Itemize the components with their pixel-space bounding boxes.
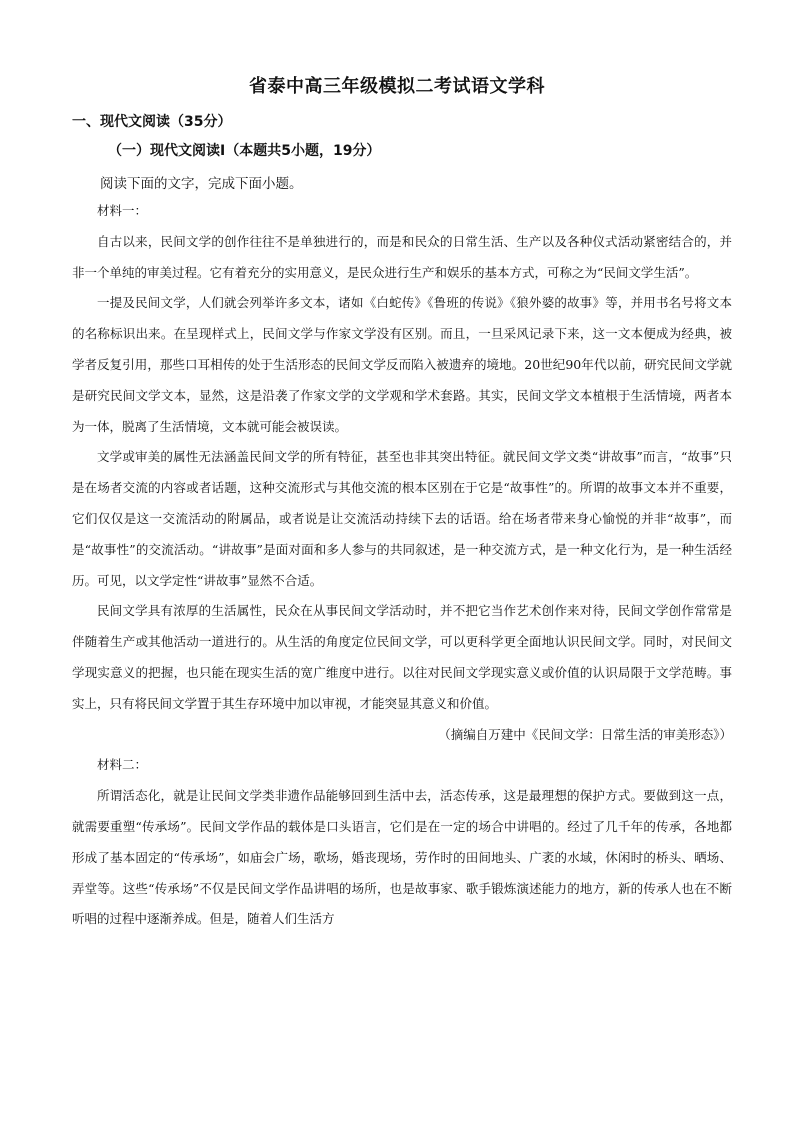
material-one-paragraph: 一提及民间文学，人们就会列举许多文本，诸如《白蛇传》《鲁班的传说》《狼外婆的故事》等，并用书名号将文本的名称标识出来。在呈现样式上，民间文学与作家文学没有区别。而且，一旦采风记录下来，这一文本便成为经典，被学者反复引用，那些口耳相传的处于生活形态的民间文学反而陷入被遗弃的境地。20世纪90年代以前，研究民间文学就是研究民间文学文本，显然，这是沿袭了作家文学的文学观和学术套路。其实，民间文学文本植根于生活情境，两者本为一体，脱离了生活情境，文本就可能会被误读。	[72, 295, 732, 434]
material-one-paragraph: 自古以来，民间文学的创作往往不是单独进行的，而是和民众的日常生活、生产以及各种仪式活动紧密结合的，并非一个单纯的审美过程。它有着充分的实用意义，是民众进行生产和娱乐的基本方式，可称之为“民间文学生活”。	[72, 233, 732, 280]
reading-passage	[72, 196, 732, 935]
material-one-source: （摘编自万建中《民间文学：日常生活的审美形态》）	[438, 726, 732, 742]
section-heading: 一、现代文阅读（35分）	[72, 114, 232, 130]
reading-instruction: 阅读下面的文字，完成下面小题。	[100, 176, 303, 192]
sub-section-heading: （一）现代文阅读Ⅰ（本题共5小题，19分）	[108, 143, 381, 159]
material-two-label: 材料二：	[97, 757, 148, 773]
material-one-label: 材料一：	[97, 203, 148, 218]
document-title: 省泰中高三年级模拟二考试语文学科	[249, 76, 545, 97]
material-one-paragraph: 民间文学具有浓厚的生活属性，民众在从事民间文学活动时，并不把它当作艺术创作来对待，民间文学创作常常是伴随着生产或其他活动一道进行的。从生活的角度定位民间文学，可以更科学更全面地认识民间文学。同时，对民间文学现实意义的把握，也只能在现实生活的宽广维度中进行。以往对民间文学现实意义或价值的认识局限于文学范畴。事实上，只有将民间文学置于其生存环境中加以审视，才能突显其意义和价值。	[72, 603, 732, 711]
material-two-paragraph: 所谓活态化，就是让民间文学类非遗作品能够回到生活中去，活态传承，这是最理想的保护方式。要做到这一点，就需要重塑“传承场”。民间文学作品的载体是口头语言，它们是在一定的场合中讲唱的。经过了几千年的传承，各地都形成了基本固定的“传承场”，如庙会广场，歌场，婚丧现场，劳作时的田间地头、广袤的水域，休闲时的桥头、晒场、弄堂等。这些“传承场”不仅是民间文学作品讲唱的场所，也是故事家、歌手锻炼演述能力的地方，新的传承人也在不断听唱的过程中逐渐养成。但是，随着人们生活方	[72, 788, 732, 927]
material-one-paragraph: 文学或审美的属性无法涵盖民间文学的所有特征，甚至也非其突出特征。就民间文学文类“讲故事”而言，“故事”只是在场者交流的内容或者话题，这种交流形式与其他交流的根本区别在于它是“故事性”的。所谓的故事文本并不重要，它们仅仅是这一交流活动的附属品，或者说是让交流活动持续下去的话语。给在场者带来身心愉悦的并非“故事”，而是“故事性”的交流活动。“讲故事”是面对面和多人参与的共同叙述，是一种交流方式，是一种文化行为，是一种生活经历。可见，以文学定性“讲故事”显然不合适。	[72, 449, 732, 588]
